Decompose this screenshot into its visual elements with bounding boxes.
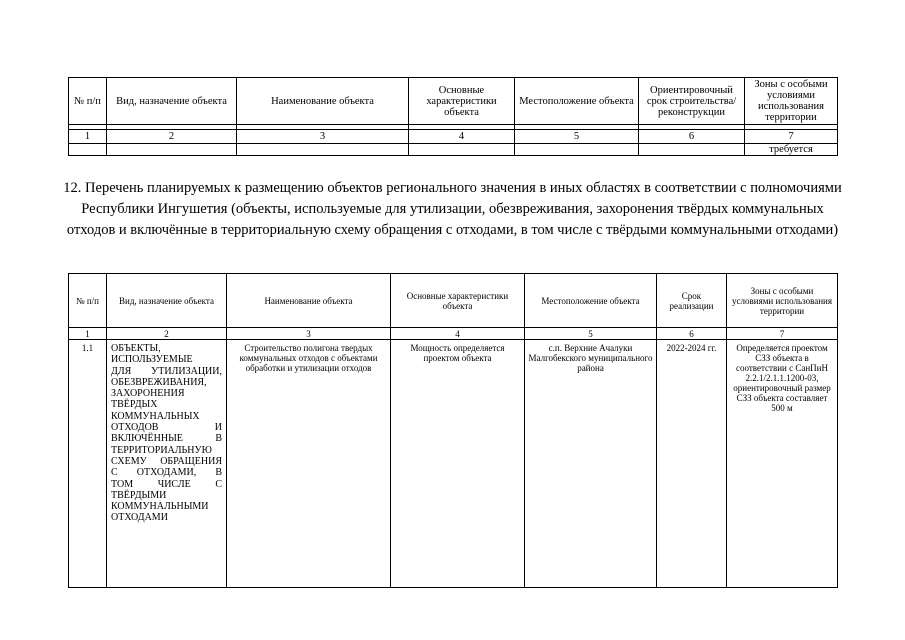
table-previous — [68, 77, 838, 156]
object-characteristics: Мощность определяется проектом объекта — [391, 340, 525, 588]
column-number: 6 — [657, 328, 727, 340]
object-name: Строительство полигона твердых коммунальных отходов с объектами обработки и утилизации отходов — [227, 340, 391, 588]
section-heading: 12. Перечень планируемых к размещению объектов регионального значения в иных областях в соответствии с полномочиями Республики Ингушетия (объекты, используемые для утилизации, обезвреживания, захоронения твёрдых коммунальных отходов и включённые в территориальную схему обращения с отходами, в том числе с твёрдыми коммунальными отходами) — [63, 180, 842, 238]
header-cell: Местоположение объекта — [525, 274, 657, 328]
row-number: 1.1 — [69, 340, 107, 588]
column-number: 7 — [727, 328, 838, 340]
header-cell: Ориентировочный срок строительства/ реконструкции — [639, 78, 745, 125]
header-cell: Основные характеристики объекта — [409, 78, 515, 125]
column-number: 2 — [107, 130, 237, 144]
table-note: требуется — [745, 144, 838, 156]
header-cell: Наименование объекта — [237, 78, 409, 125]
header-cell: Местоположение объекта — [515, 78, 639, 125]
special-zones: Определяется проектом СЗЗ объекта в соответствии с СанПиН 2.2.1/2.1.1.1200-03, ориентировочный размер СЗЗ объекта составляет 500 м — [727, 340, 838, 588]
header-cell: Срок реализации — [657, 274, 727, 328]
table-row — [69, 340, 838, 588]
header-cell: № п/п — [69, 274, 107, 328]
object-location: с.п. Верхние Ачалуки Малгобекского муниципального района — [525, 340, 657, 588]
column-number: 1 — [69, 130, 107, 144]
header-cell: Вид, назначение объекта — [107, 274, 227, 328]
column-number: 4 — [391, 328, 525, 340]
header-cell: Основные характеристики объекта — [391, 274, 525, 328]
table-objects — [68, 273, 838, 588]
header-cell: Зоны с особыми условиями использования территории — [745, 78, 838, 125]
column-number: 4 — [409, 130, 515, 144]
object-type: ОБЪЕКТЫ, ИСПОЛЬЗУЕМЫЕ ДЛЯ УТИЛИЗАЦИИ, ОБЕЗВРЕЖИВАНИЯ, ЗАХОРОНЕНИЯ ТВЁРДЫХ КОММУНАЛЬНЫХ ОТХОДОВ И ВКЛЮЧЁННЫЕ В ТЕРРИТОРИАЛЬНУЮ СХЕМУ ОБРАЩЕНИЯ С ОТХОДАМИ, В ТОМ ЧИСЛЕ С ТВЁРДЫМИ КОММУНАЛЬНЫМИ ОТХОДАМИ — [107, 340, 227, 588]
column-number: 5 — [515, 130, 639, 144]
header-cell: Зоны с особыми условиями использования территории — [727, 274, 838, 328]
column-number: 3 — [227, 328, 391, 340]
column-number: 7 — [745, 130, 838, 144]
column-number: 3 — [237, 130, 409, 144]
column-number: 2 — [107, 328, 227, 340]
header-cell: Наименование объекта — [227, 274, 391, 328]
header-cell: № п/п — [69, 78, 107, 125]
implementation-term: 2022-2024 гг. — [657, 340, 727, 588]
column-number: 1 — [69, 328, 107, 340]
column-number: 6 — [639, 130, 745, 144]
header-cell: Вид, назначение объекта — [107, 78, 237, 125]
column-number: 5 — [525, 328, 657, 340]
